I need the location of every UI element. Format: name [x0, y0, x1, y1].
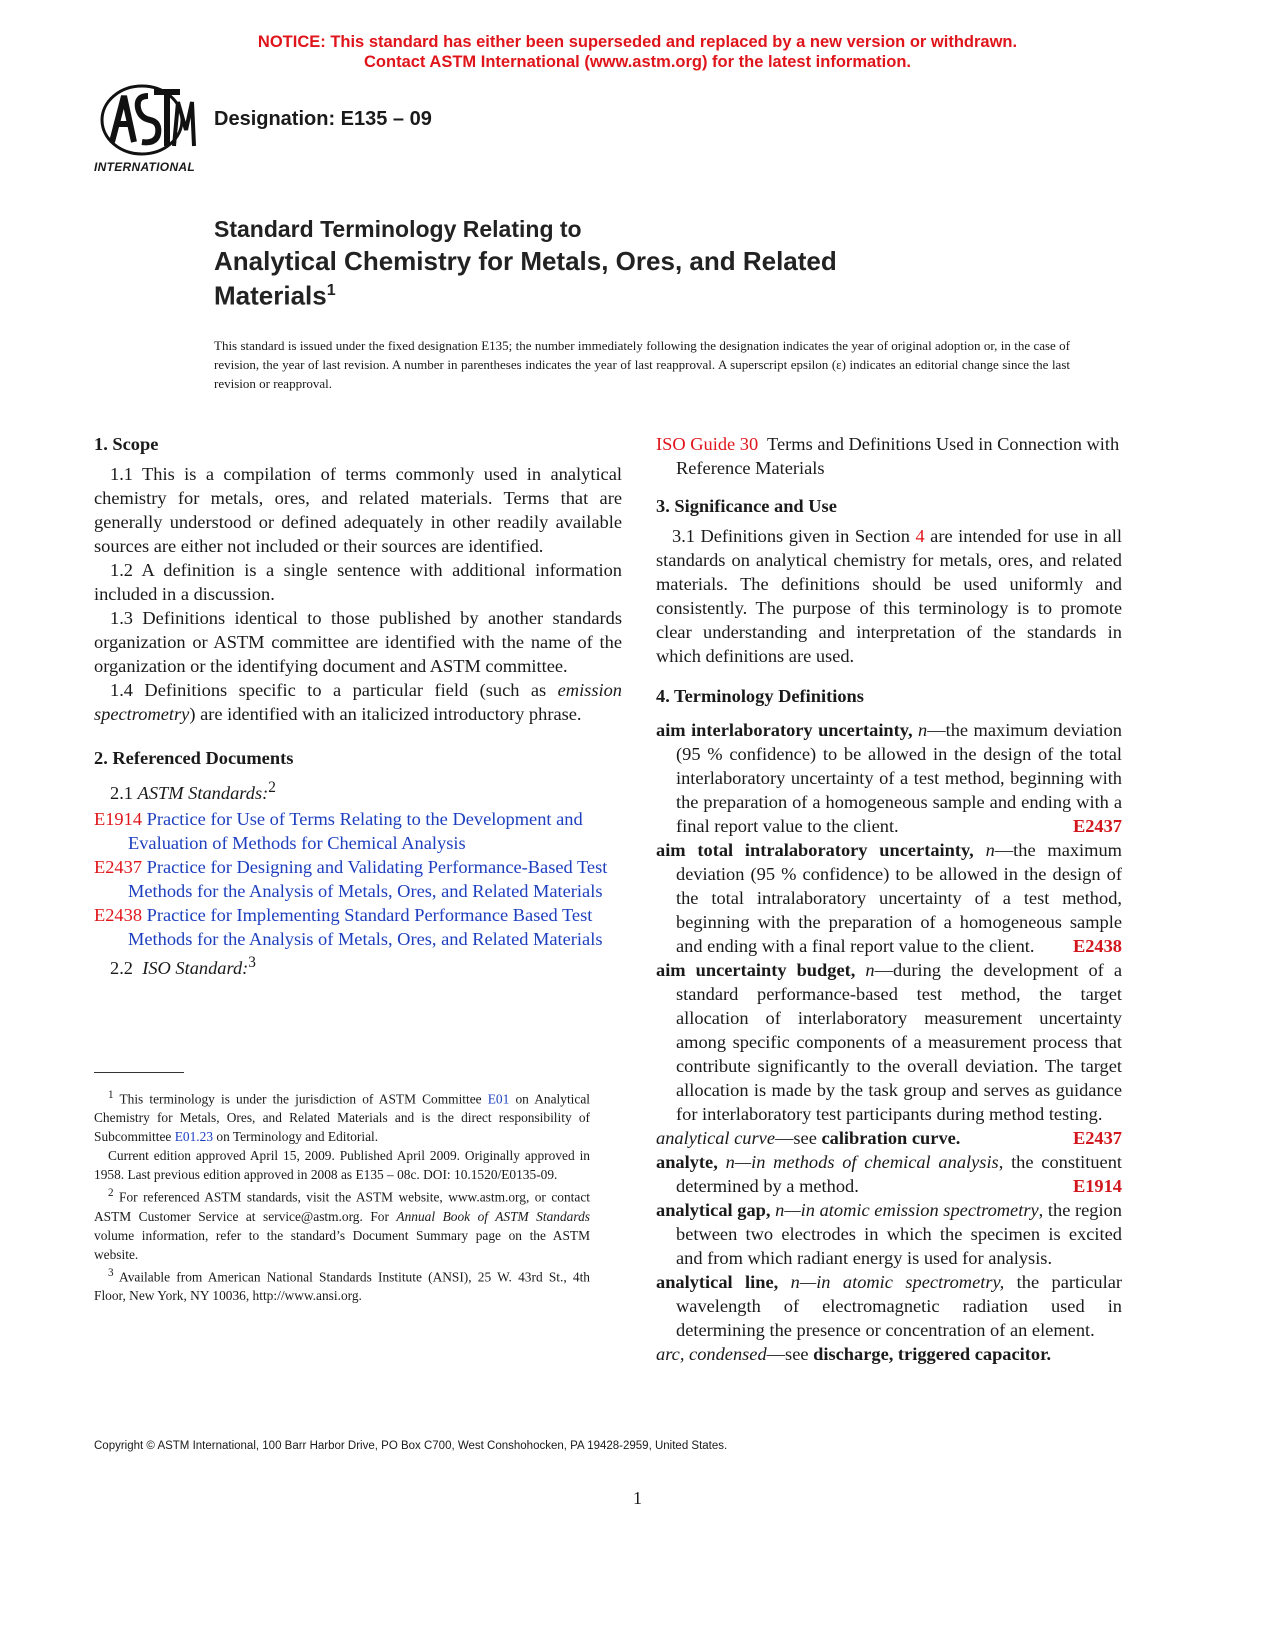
- term-ref[interactable]: E2437: [1072, 816, 1122, 836]
- standard-ref-e2438[interactable]: [94, 903, 622, 951]
- referenced-documents: [94, 746, 622, 980]
- designation: Designation: E135 – 09: [214, 108, 432, 130]
- term-name: analyte,: [656, 1152, 718, 1172]
- term-analytical-line: [656, 1270, 1122, 1342]
- footnote-1: [94, 1086, 590, 1146]
- term-see: —see: [774, 1128, 822, 1148]
- term-def: —the maximum deviation (95 % confidence) to be allowed in the design of the total intralaboratory uncertainty of a test method, beginning with the preparation of a homogeneous sample and ending with a final report value to the client.: [676, 840, 1122, 956]
- title-line-1: Standard Terminology Relating to: [214, 216, 582, 242]
- term-name: analytical line,: [656, 1272, 779, 1292]
- astm-logo: [90, 82, 198, 182]
- iso-guide-30-ref[interactable]: [656, 432, 1122, 480]
- std-title[interactable]: Practice for Designing and Validating Performance-Based Test Methods for the Analysis of Metals, Ores, and Related Materials: [128, 857, 608, 902]
- sig-b: are intended for use in all standards on analytical chemistry for metals, ores, and related materials. The definitions should be used uniformly and consistently. The purpose of this terminology is to promote clear understanding and interpretation of the standards in which definitions are used.: [656, 526, 1122, 666]
- scope-1-4-b: ) are identified with an italicized introductory phrase.: [189, 704, 582, 724]
- term-analytical-gap: [656, 1198, 1122, 1270]
- term-analytical-curve: [656, 1126, 1122, 1150]
- iso-code[interactable]: ISO Guide 30: [656, 434, 759, 454]
- fn1-a: This terminology is under the jurisdiction of ASTM Committee: [113, 1091, 488, 1107]
- fn1-b: on Analytical Chemistry for Metals, Ores, and Related Materials and is the direct responsibility of Subcommittee: [94, 1091, 590, 1145]
- notice-line-1: NOTICE: This standard has either been superseded and replaced by a new version or withdrawn.: [257, 33, 1018, 51]
- left-column: [94, 432, 622, 982]
- term-pos: n: [865, 960, 875, 980]
- scope-heading: 1. Scope: [94, 434, 159, 454]
- term-name: arc, condensed: [656, 1344, 767, 1364]
- significance-heading: 3. Significance and Use: [656, 496, 837, 516]
- fn1-sup: 1: [108, 1089, 114, 1101]
- iso-label-num: 2.2: [110, 958, 133, 979]
- iso-standard-label: [110, 951, 622, 980]
- iso-sup: 3: [248, 954, 256, 972]
- fn2-sup: 2: [108, 1187, 114, 1200]
- footnotes: [94, 1086, 590, 1305]
- astm-label: ASTM Standards:: [137, 783, 269, 804]
- term-aim-total-intralaboratory-uncertainty: [656, 838, 1122, 958]
- significance-3-1: [656, 524, 1122, 668]
- scope-1-4-a: 1.4 Definitions specific to a particular field (such as: [110, 680, 558, 700]
- footnote-1-edition: Current edition approved April 15, 2009. Published April 2009. Originally approved in 1958. Last previous edition approved in 2008 as E135 – 08c. DOI: 10.1520/E0135-09.: [94, 1148, 590, 1183]
- term-pos: n: [918, 720, 928, 740]
- std-code[interactable]: E1914: [94, 809, 143, 830]
- fn2-b: volume information, refer to the standard’s Document Summary page on the ASTM website.: [94, 1227, 590, 1262]
- std-title[interactable]: Practice for Use of Terms Relating to the Development and Evaluation of Methods for Chemical Analysis: [128, 809, 583, 854]
- term-def: , the constituent determined by a method.: [676, 1152, 1122, 1196]
- fn2-a: For referenced ASTM standards, visit the ASTM website, www.astm.org, or contact ASTM Customer Service at service@astm.org. For: [94, 1189, 590, 1224]
- issued-note: This standard is issued under the fixed designation E135; the number immediately following the designation indicates the year of original adoption or, in the case of revision, the year of last revision. A number in parentheses indicates the year of last reapproval. A superscript epsilon (ε) indicates an editorial change since the last revision or reapproval.: [214, 338, 1070, 391]
- term-pos: n—in methods of chemical analysis: [725, 1152, 999, 1172]
- term-see: —see: [766, 1344, 814, 1364]
- term-name: analytical gap,: [656, 1200, 771, 1220]
- term-name: aim interlaboratory uncertainty,: [656, 720, 913, 740]
- term-ref[interactable]: E1914: [1072, 1176, 1122, 1196]
- document-title: [214, 214, 837, 311]
- refs-heading: 2. Referenced Documents: [94, 748, 294, 768]
- right-column: [656, 432, 1122, 1366]
- astm-standards-label: [110, 776, 622, 805]
- term-arc-condensed: [656, 1342, 1122, 1366]
- term-pos: n—in atomic spectrometry,: [790, 1272, 1005, 1292]
- term-def: —the maximum deviation (95 % confidence) to be allowed in the design of the total interlaboratory uncertainty of a test method, beginning with the preparation of a homogeneous sample and ending with a final report value to the client.: [676, 720, 1122, 836]
- term-pos: n—in atomic emission spectrometry: [775, 1200, 1039, 1220]
- fn3-sup: 3: [108, 1266, 114, 1279]
- term-def: , the region between two electrodes in which the specimen is excited and from which radiant energy is used for analysis.: [676, 1200, 1122, 1268]
- scope-1-1: 1.1 This is a compilation of terms commonly used in analytical chemistry for metals, ores, and related materials. Terms that are generally understood or defined adequately in other readily available sources are either not included or their sources are identified.: [94, 464, 622, 556]
- standard-ref-e1914[interactable]: [94, 807, 622, 855]
- term-def: —during the development of a standard performance-based test method, the target allocation of interlaboratory measurement uncertainty among specific components of a measurement process that contribute significantly to the overall deviation. The target allocation is made by the task group and serves as guidance for interlaboratory test participants during method testing.: [676, 960, 1122, 1124]
- copyright: Copyright © ASTM International, 100 Barr Harbor Drive, PO Box C700, West Conshohocken, PA 19428-2959, United States.: [94, 1440, 728, 1452]
- std-code[interactable]: E2438: [94, 905, 143, 926]
- scope-1-3: 1.3 Definitions identical to those published by another standards organization or ASTM committee are identified with the name of the organization or the identifying document and ASTM committee.: [94, 608, 622, 676]
- term-see-target: discharge, triggered capacitor.: [813, 1344, 1052, 1364]
- footnote-2: [94, 1184, 590, 1263]
- fn2-em: Annual Book of ASTM Standards: [396, 1208, 590, 1224]
- term-def: the particular wavelength of electromagnetic radiation used in determining the presence or concentration of an element.: [676, 1272, 1122, 1340]
- scope-1-4: [94, 678, 622, 726]
- terminology-heading: 4. Terminology Definitions: [656, 686, 864, 706]
- term-name: analytical curve: [656, 1128, 775, 1148]
- title-footnote-mark: 1: [326, 282, 336, 299]
- notice-banner: [0, 32, 1275, 72]
- footnote-3: [94, 1264, 590, 1305]
- iso-label: ISO Standard:: [142, 958, 249, 979]
- term-analyte: [656, 1150, 1122, 1198]
- logo-text: INTERNATIONAL: [94, 160, 196, 174]
- page-number: 1: [633, 1488, 642, 1508]
- std-title[interactable]: Practice for Implementing Standard Performance Based Test Methods for the Analysis of Metals, Ores, and Related Materials: [128, 905, 603, 950]
- term-name: aim total intralaboratory uncertainty,: [656, 840, 974, 860]
- term-see-target: calibration curve.: [821, 1128, 961, 1148]
- title-line-3: Materials: [214, 280, 327, 311]
- term-name: aim uncertainty budget,: [656, 960, 856, 980]
- scope-1-4-em: emission spectrometry: [94, 680, 622, 724]
- term-ref[interactable]: E2438: [1072, 936, 1122, 956]
- fn1-link-e01[interactable]: E01: [487, 1091, 510, 1107]
- standard-ref-e2437[interactable]: [94, 855, 622, 903]
- section-4-link[interactable]: 4: [915, 526, 925, 546]
- astm-sup: 2: [268, 779, 276, 796]
- std-code[interactable]: E2437: [94, 857, 143, 878]
- fn1-link-e0123[interactable]: E01.23: [174, 1129, 214, 1145]
- title-line-2: Analytical Chemistry for Metals, Ores, and Related: [214, 246, 837, 276]
- astm-label-num: 2.1: [110, 783, 133, 804]
- sig-a: 3.1 Definitions given in Section: [672, 526, 916, 546]
- scope-1-2: 1.2 A definition is a single sentence with additional information included in a discussion.: [94, 560, 622, 604]
- fn1-c: on Terminology and Editorial.: [213, 1129, 379, 1145]
- fn3-text: Available from American National Standards Institute (ANSI), 25 W. 43rd St., 4th Floor, New York, NY 10036, http://www.ansi.org.: [94, 1269, 590, 1304]
- term-ref[interactable]: E2437: [1072, 1128, 1122, 1148]
- term-pos: n: [985, 840, 995, 860]
- term-aim-interlaboratory-uncertainty: [656, 718, 1122, 838]
- notice-line-2: Contact ASTM International (www.astm.org) for the latest information.: [364, 53, 911, 71]
- footnote-rule: [94, 1072, 184, 1073]
- iso-title: Terms and Definitions Used in Connection with Reference Materials: [676, 434, 1120, 478]
